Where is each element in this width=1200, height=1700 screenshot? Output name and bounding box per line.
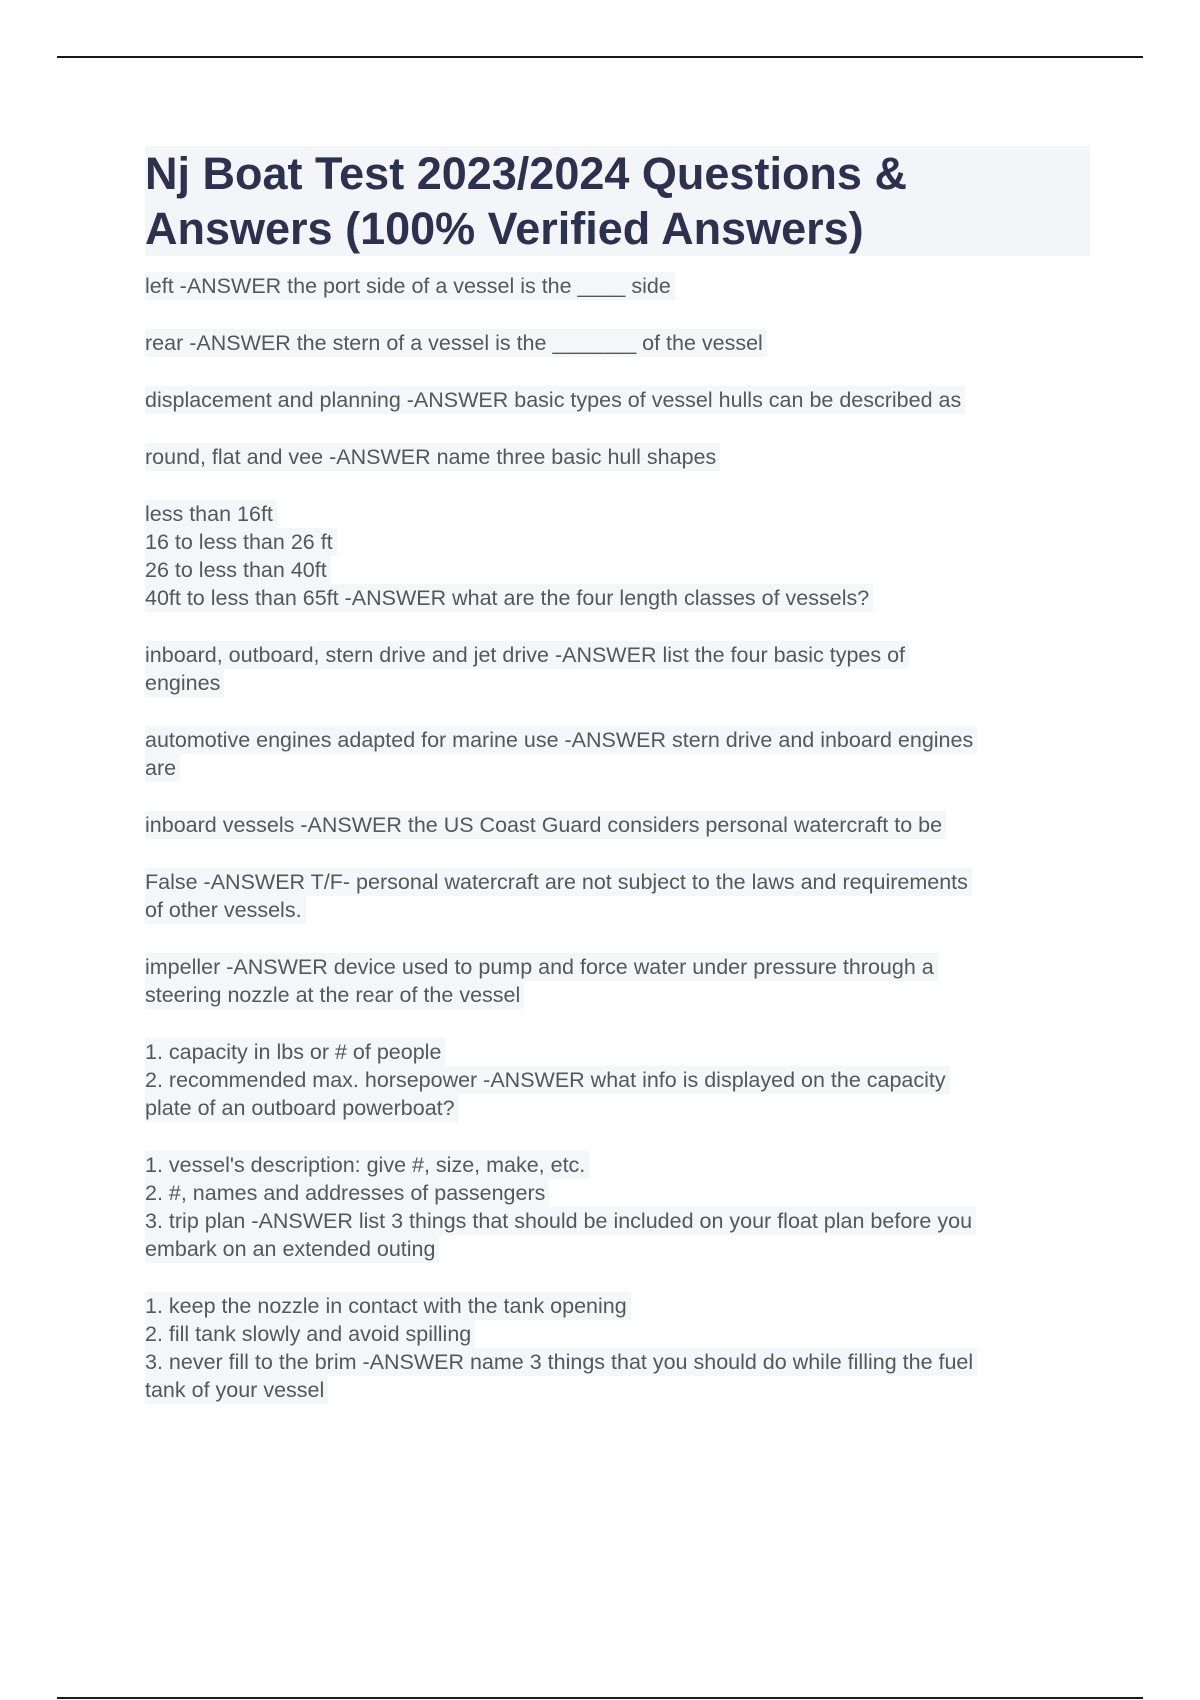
qa-line: impeller -ANSWER device used to pump and force water under pressure through a — [145, 953, 938, 981]
qa-list — [145, 272, 1090, 1404]
qa-line: 16 to less than 26 ft — [145, 528, 337, 556]
qa-line: automotive engines adapted for marine use -ANSWER stern drive and inboard engines — [145, 726, 977, 754]
qa-item — [145, 726, 1090, 782]
page-title — [145, 146, 1090, 256]
qa-item — [145, 868, 1090, 924]
qa-item — [145, 1038, 1090, 1122]
qa-line: 3. trip plan -ANSWER list 3 things that should be included on your float plan before you — [145, 1207, 976, 1235]
qa-line: displacement and planning -ANSWER basic types of vessel hulls can be described as — [145, 386, 965, 414]
qa-line: 1. capacity in lbs or # of people — [145, 1038, 445, 1066]
qa-line: round, flat and vee -ANSWER name three basic hull shapes — [145, 443, 720, 471]
qa-item — [145, 953, 1090, 1009]
document-body — [145, 146, 1090, 1433]
qa-line: 2. #, names and addresses of passengers — [145, 1179, 549, 1207]
qa-item — [145, 272, 1090, 300]
qa-line: 1. keep the nozzle in contact with the tank opening — [145, 1292, 631, 1320]
qa-line: inboard, outboard, stern drive and jet drive -ANSWER list the four basic types of — [145, 641, 909, 669]
qa-item — [145, 1292, 1090, 1404]
qa-item — [145, 500, 1090, 612]
qa-line: engines — [145, 669, 224, 697]
qa-line: False -ANSWER T/F- personal watercraft are not subject to the laws and requirements — [145, 868, 972, 896]
qa-line: less than 16ft — [145, 500, 277, 528]
qa-item — [145, 386, 1090, 414]
qa-line: 2. fill tank slowly and avoid spilling — [145, 1320, 475, 1348]
qa-item — [145, 641, 1090, 697]
qa-item — [145, 811, 1090, 839]
qa-item — [145, 329, 1090, 357]
qa-line: left -ANSWER the port side of a vessel is the ____ side — [145, 272, 675, 300]
title-line-2: Answers (100% Verified Answers) — [145, 203, 864, 254]
qa-line: 1. vessel's description: give #, size, make, etc. — [145, 1151, 589, 1179]
qa-line: tank of your vessel — [145, 1376, 328, 1404]
qa-line: 40ft to less than 65ft -ANSWER what are the four length classes of vessels? — [145, 584, 873, 612]
qa-line: 2. recommended max. horsepower -ANSWER what info is displayed on the capacity — [145, 1066, 950, 1094]
qa-line: inboard vessels -ANSWER the US Coast Guard considers personal watercraft to be — [145, 811, 946, 839]
qa-line: steering nozzle at the rear of the vessel — [145, 981, 524, 1009]
qa-line: rear -ANSWER the stern of a vessel is the _______ of the vessel — [145, 329, 767, 357]
title-line-1: Nj Boat Test 2023/2024 Questions & — [145, 148, 907, 199]
qa-line: 3. never fill to the brim -ANSWER name 3 things that you should do while filling the fuel — [145, 1348, 977, 1376]
qa-line: plate of an outboard powerboat? — [145, 1094, 459, 1122]
top-rule — [57, 56, 1143, 58]
qa-item — [145, 443, 1090, 471]
qa-line: are — [145, 754, 180, 782]
qa-line: 26 to less than 40ft — [145, 556, 331, 584]
qa-line: embark on an extended outing — [145, 1235, 439, 1263]
qa-line: of other vessels. — [145, 896, 306, 924]
bottom-rule — [57, 1697, 1143, 1699]
qa-item — [145, 1151, 1090, 1263]
